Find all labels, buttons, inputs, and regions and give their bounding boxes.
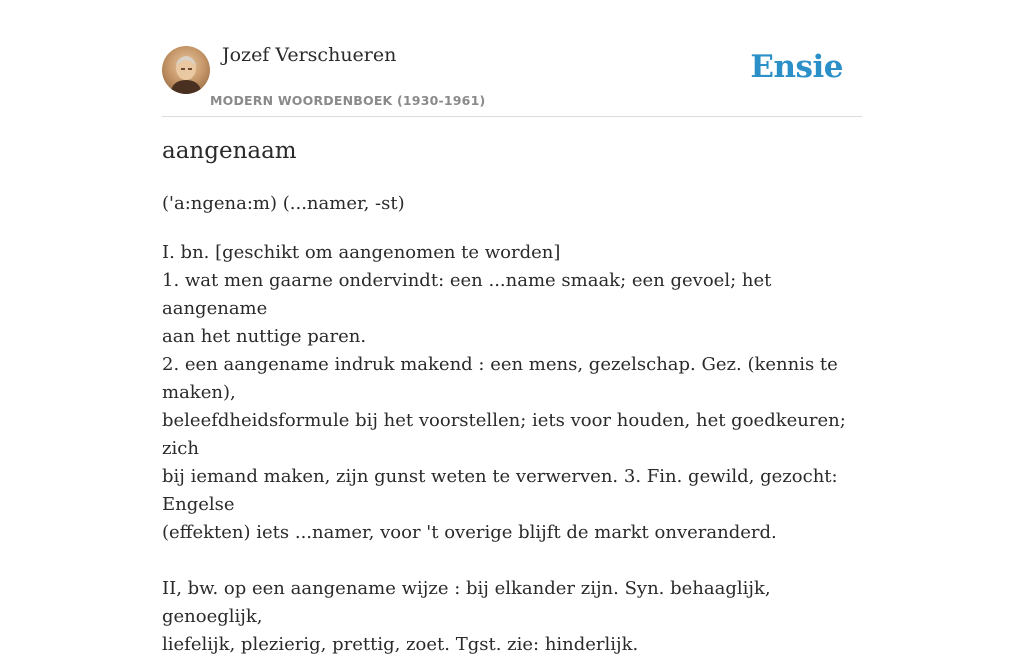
- portrait-icon: [162, 46, 210, 94]
- brand-logo[interactable]: Ensie: [750, 49, 843, 85]
- entry-title: aangenaam: [162, 138, 297, 164]
- definition-line: 1. wat men gaarne ondervindt: een ...name smaak; een gevoel; het aangename: [162, 270, 772, 319]
- header: [162, 0, 862, 117]
- definition-line: liefelijk, plezierig, prettig, zoet. Tgst. zie: hinderlijk.: [162, 634, 639, 655]
- definition-line: 2. een aangename indruk makend : een mens, gezelschap. Gez. (kennis te maken),: [162, 354, 838, 403]
- author-avatar[interactable]: [162, 46, 210, 94]
- entry-definition: [162, 239, 872, 659]
- definition-line: bij iemand maken, zijn gunst weten te verwerven. 3. Fin. gewild, gezocht: Engelse: [162, 466, 838, 515]
- dictionary-name[interactable]: MODERN WOORDENBOEK (1930-1961): [210, 93, 486, 108]
- paragraph-gap: [162, 547, 872, 575]
- definition-line: II, bw. op een aangename wijze : bij elkander zijn. Syn. behaaglijk, genoeglijk,: [162, 578, 771, 627]
- definition-line: aan het nuttige paren.: [162, 326, 367, 347]
- entry-pronunciation: ('a:ngena:m) (...namer, -st): [162, 193, 405, 214]
- definition-line: beleefdheidsformule bij het voorstellen; iets voor houden, het goedkeuren; zich: [162, 410, 846, 459]
- page-container: [162, 0, 862, 655]
- definition-line: (effekten) iets ...namer, voor 't overige blijft de markt onveranderd.: [162, 522, 777, 543]
- author-name[interactable]: Jozef Verschueren: [222, 44, 397, 66]
- definition-line: I. bn. [geschikt om aangenomen te worden]: [162, 242, 561, 263]
